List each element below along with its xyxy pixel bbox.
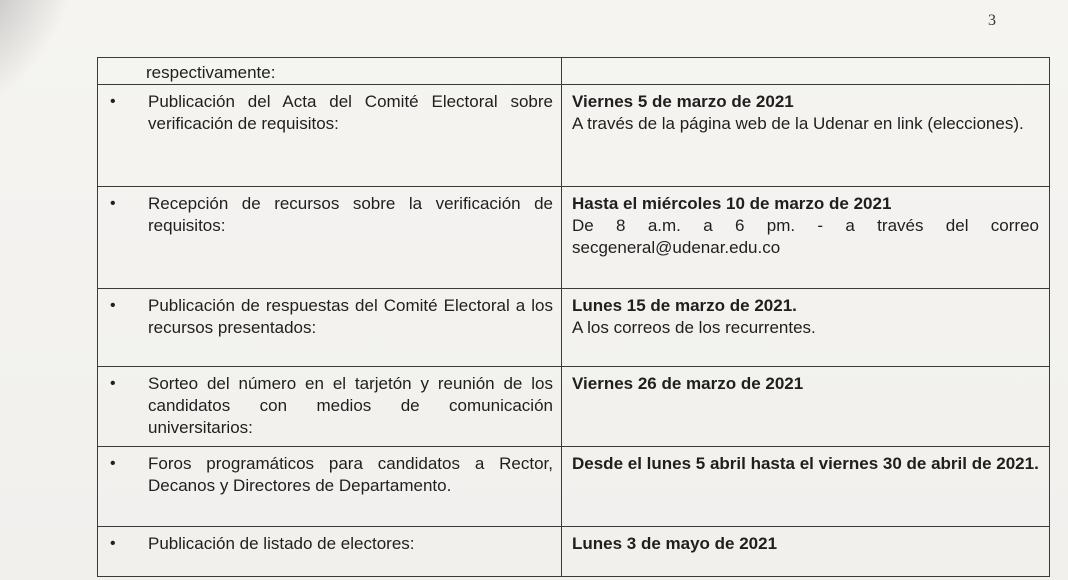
date-title: Desde el lunes 5 abril hasta el viernes 30 de abril de 2021.	[572, 454, 1039, 473]
date-detail: De 8 a.m. a 6 pm. - a través del correo secgeneral@udenar.edu.co	[572, 216, 1039, 257]
table-row	[98, 447, 1050, 527]
page-number: 3	[988, 12, 996, 29]
bullet-icon: •	[110, 195, 116, 212]
date-title: Viernes 26 de marzo de 2021	[572, 374, 804, 393]
activity-text: Recepción de recursos sobre la verificación de requisitos:	[148, 194, 553, 235]
table-row	[98, 289, 1050, 367]
date-cell	[562, 527, 1050, 577]
bullet-icon: •	[110, 297, 116, 314]
activity-text: Sorteo del número en el tarjetón y reunión de los candidatos con medios de comunicación universitarios:	[148, 374, 553, 437]
activity-text: respectivamente:	[146, 63, 276, 82]
bullet-icon: •	[110, 455, 116, 472]
activity-cell	[98, 58, 562, 85]
activity-text: Publicación de listado de electores:	[148, 534, 415, 553]
date-cell	[562, 58, 1050, 85]
activity-cell	[98, 85, 562, 187]
activity-cell	[98, 367, 562, 447]
date-cell	[562, 367, 1050, 447]
date-detail: A los correos de los recurrentes.	[572, 318, 816, 337]
activity-cell	[98, 187, 562, 289]
activity-text: Publicación de respuestas del Comité Electoral a los recursos presentados:	[148, 296, 553, 337]
date-cell	[562, 289, 1050, 367]
date-title: Viernes 5 de marzo de 2021	[572, 92, 794, 111]
table-row	[98, 367, 1050, 447]
table-row	[98, 58, 1050, 85]
date-title: Lunes 3 de mayo de 2021	[572, 534, 778, 553]
activity-text: Publicación del Acta del Comité Electoral sobre verificación de requisitos:	[148, 92, 553, 133]
activity-cell	[98, 527, 562, 577]
bullet-icon: •	[110, 535, 116, 552]
date-cell	[562, 187, 1050, 289]
date-cell	[562, 447, 1050, 527]
electoral-schedule-table	[97, 57, 1050, 577]
activity-cell	[98, 289, 562, 367]
page-edge-shadow	[0, 0, 72, 120]
activity-text: Foros programáticos para candidatos a Rector, Decanos y Directores de Departamento.	[148, 454, 553, 495]
date-title: Hasta el miércoles 10 de marzo de 2021	[572, 194, 892, 213]
table-row	[98, 187, 1050, 289]
table-row	[98, 527, 1050, 577]
table-row	[98, 85, 1050, 187]
date-cell	[562, 85, 1050, 187]
date-detail: A través de la página web de la Udenar en link (elecciones).	[572, 114, 1024, 133]
activity-cell	[98, 447, 562, 527]
date-title: Lunes 15 de marzo de 2021.	[572, 296, 797, 315]
bullet-icon: •	[110, 375, 116, 392]
bullet-icon: •	[110, 93, 116, 110]
